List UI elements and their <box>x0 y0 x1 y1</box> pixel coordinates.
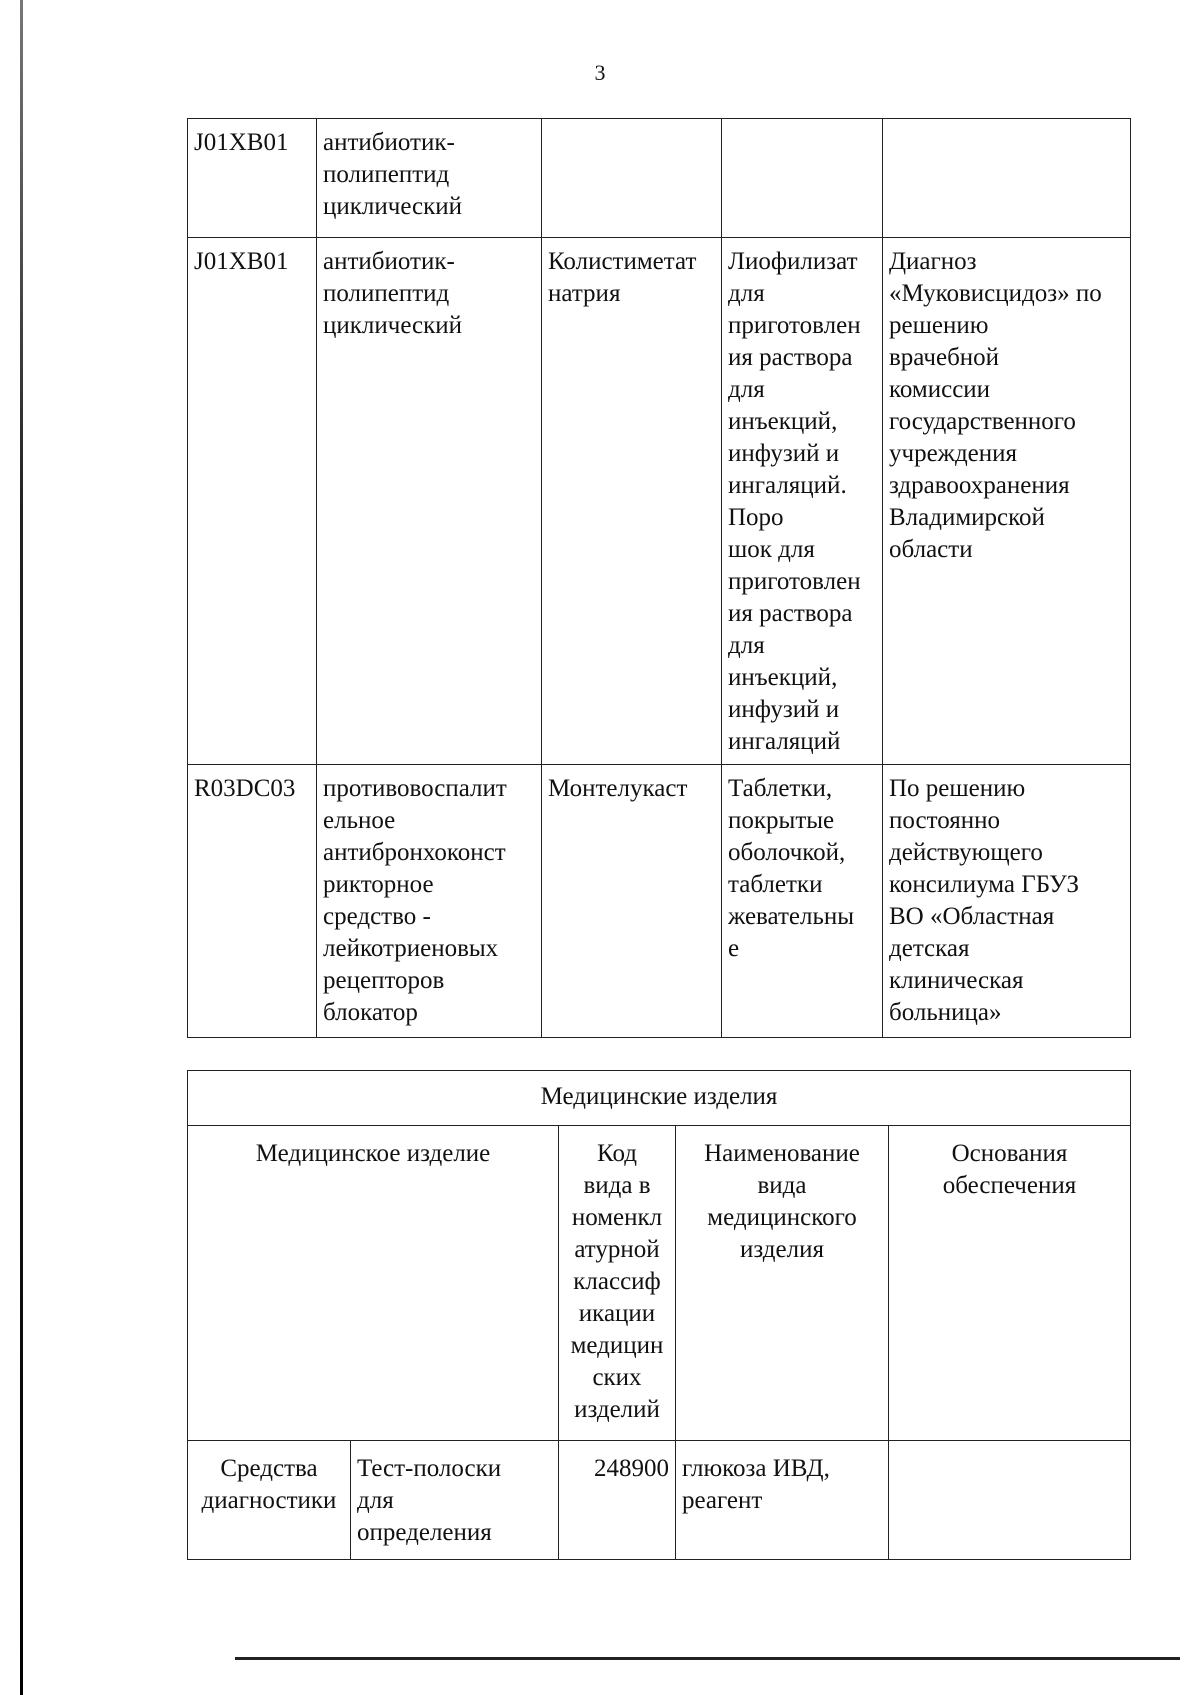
table-row <box>188 1441 1131 1560</box>
drug-group-cell: противовоспалит ельное антибронхоконст рикторное средство - лейкотриеновых рецепторов блокатор <box>317 765 542 1038</box>
header-basis: Основания обеспечения <box>889 1126 1131 1441</box>
drug-form-cell: Лиофилизат для приготовлен ия раствора для инъекций, инфузий и ингаляций. Поро шок для приготовлен ия раствора для инъекций, инфузий и ингаляций <box>722 238 883 765</box>
medical-devices-table <box>187 1070 1131 1560</box>
drug-form-cell <box>722 119 883 238</box>
page-number: 3 <box>594 60 606 85</box>
drug-table <box>187 118 1131 1038</box>
drug-name-cell: Колистиметат натрия <box>542 238 722 765</box>
header-type-name: Наименование вида медицинского изделия <box>676 1126 889 1441</box>
device-basis-cell <box>889 1441 1131 1560</box>
atc-code-cell: J01XB01 <box>188 119 317 238</box>
table-row <box>188 238 1131 765</box>
device-category-cell: Средства диагностики <box>188 1441 351 1560</box>
supply-basis-cell: По решению постоянно действующего консилиума ГБУЗ ВО «Областная детская клиническая больница» <box>883 765 1131 1038</box>
supply-basis-cell: Диагноз «Муковисцидоз» по решению врачебной комиссии государственного учреждения здравоохранения Владимирской области <box>883 238 1131 765</box>
table-row <box>188 765 1131 1038</box>
scan-bottom-edge <box>235 1657 1180 1660</box>
drug-name-cell <box>542 119 722 238</box>
drug-group-cell: антибиотик- полипептид циклический <box>317 119 542 238</box>
table-header-row <box>188 1126 1131 1441</box>
table-title-row <box>188 1071 1131 1126</box>
scan-edge <box>20 0 23 1695</box>
atc-code-cell: R03DC03 <box>188 765 317 1038</box>
supply-basis-cell <box>883 119 1131 238</box>
device-type-cell: глюкоза ИВД, реагент <box>676 1441 889 1560</box>
header-code: Код вида в номенкл атурной классиф икации медицин ских изделий <box>559 1126 676 1441</box>
atc-code-cell: J01XB01 <box>188 238 317 765</box>
devices-table-title: Медицинские изделия <box>188 1071 1131 1126</box>
device-code-cell: 248900 <box>559 1441 676 1560</box>
header-device: Медицинское изделие <box>188 1126 559 1441</box>
device-name-cell: Тест-полоски для определения <box>351 1441 559 1560</box>
drug-name-cell: Монтелукаст <box>542 765 722 1038</box>
table-row <box>188 119 1131 238</box>
drug-group-cell: антибиотик- полипептид циклический <box>317 238 542 765</box>
drug-form-cell: Таблетки, покрытые оболочкой, таблетки жевательны е <box>722 765 883 1038</box>
